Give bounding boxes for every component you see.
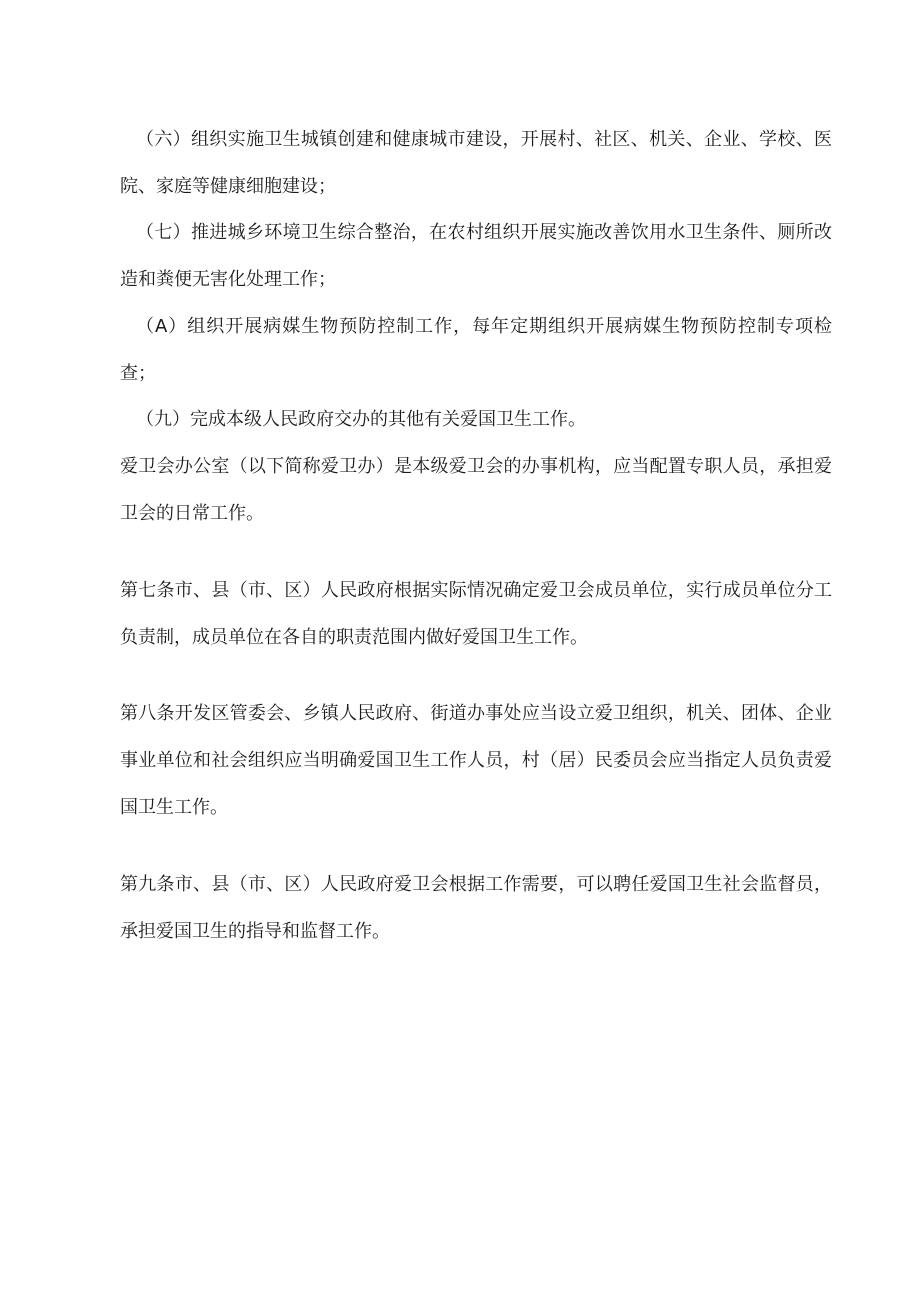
paragraph-item-6: （六）组织实施卫生城镇创建和健康城市建设，开展村、社区、机关、企业、学校、医院、家庭等健康细胞建设；	[120, 129, 832, 197]
paragraph-item-7: （七）推进城乡环境卫生综合整治，在农村组织开展实施改善饮用水卫生条件、厕所改造和粪便无害化处理工作；	[120, 222, 832, 290]
paragraph-article-7: 第七条市、县（市、区）人民政府根据实际情况确定爱卫会成员单位，实行成员单位分工负责制，成员单位在各自的职责范围内做好爱国卫生工作。	[120, 580, 832, 648]
paragraph-item-8: （A）组织开展病媒生物预防控制工作，每年定期组织开展病媒生物预防控制专项检查；	[120, 316, 832, 384]
paragraph-office-description: 爱卫会办公室（以下简称爱卫办）是本级爱卫会的办事机构，应当配置专职人员，承担爱卫会的日常工作。	[120, 456, 832, 524]
paragraph-item-9: （九）完成本级人民政府交办的其他有关爱国卫生工作。	[136, 409, 586, 430]
paragraph-article-8: 第八条开发区管委会、乡镇人民政府、街道办事处应当设立爱卫组织，机关、团体、企业事业单位和社会组织应当明确爱国卫生工作人员，村（居）民委员会应当指定人员负责爱国卫生工作。	[120, 703, 832, 818]
paragraph-article-9: 第九条市、县（市、区）人民政府爱卫会根据工作需要，可以聘任爱国卫生社会监督员，承担爱国卫生的指导和监督工作。	[120, 874, 832, 942]
